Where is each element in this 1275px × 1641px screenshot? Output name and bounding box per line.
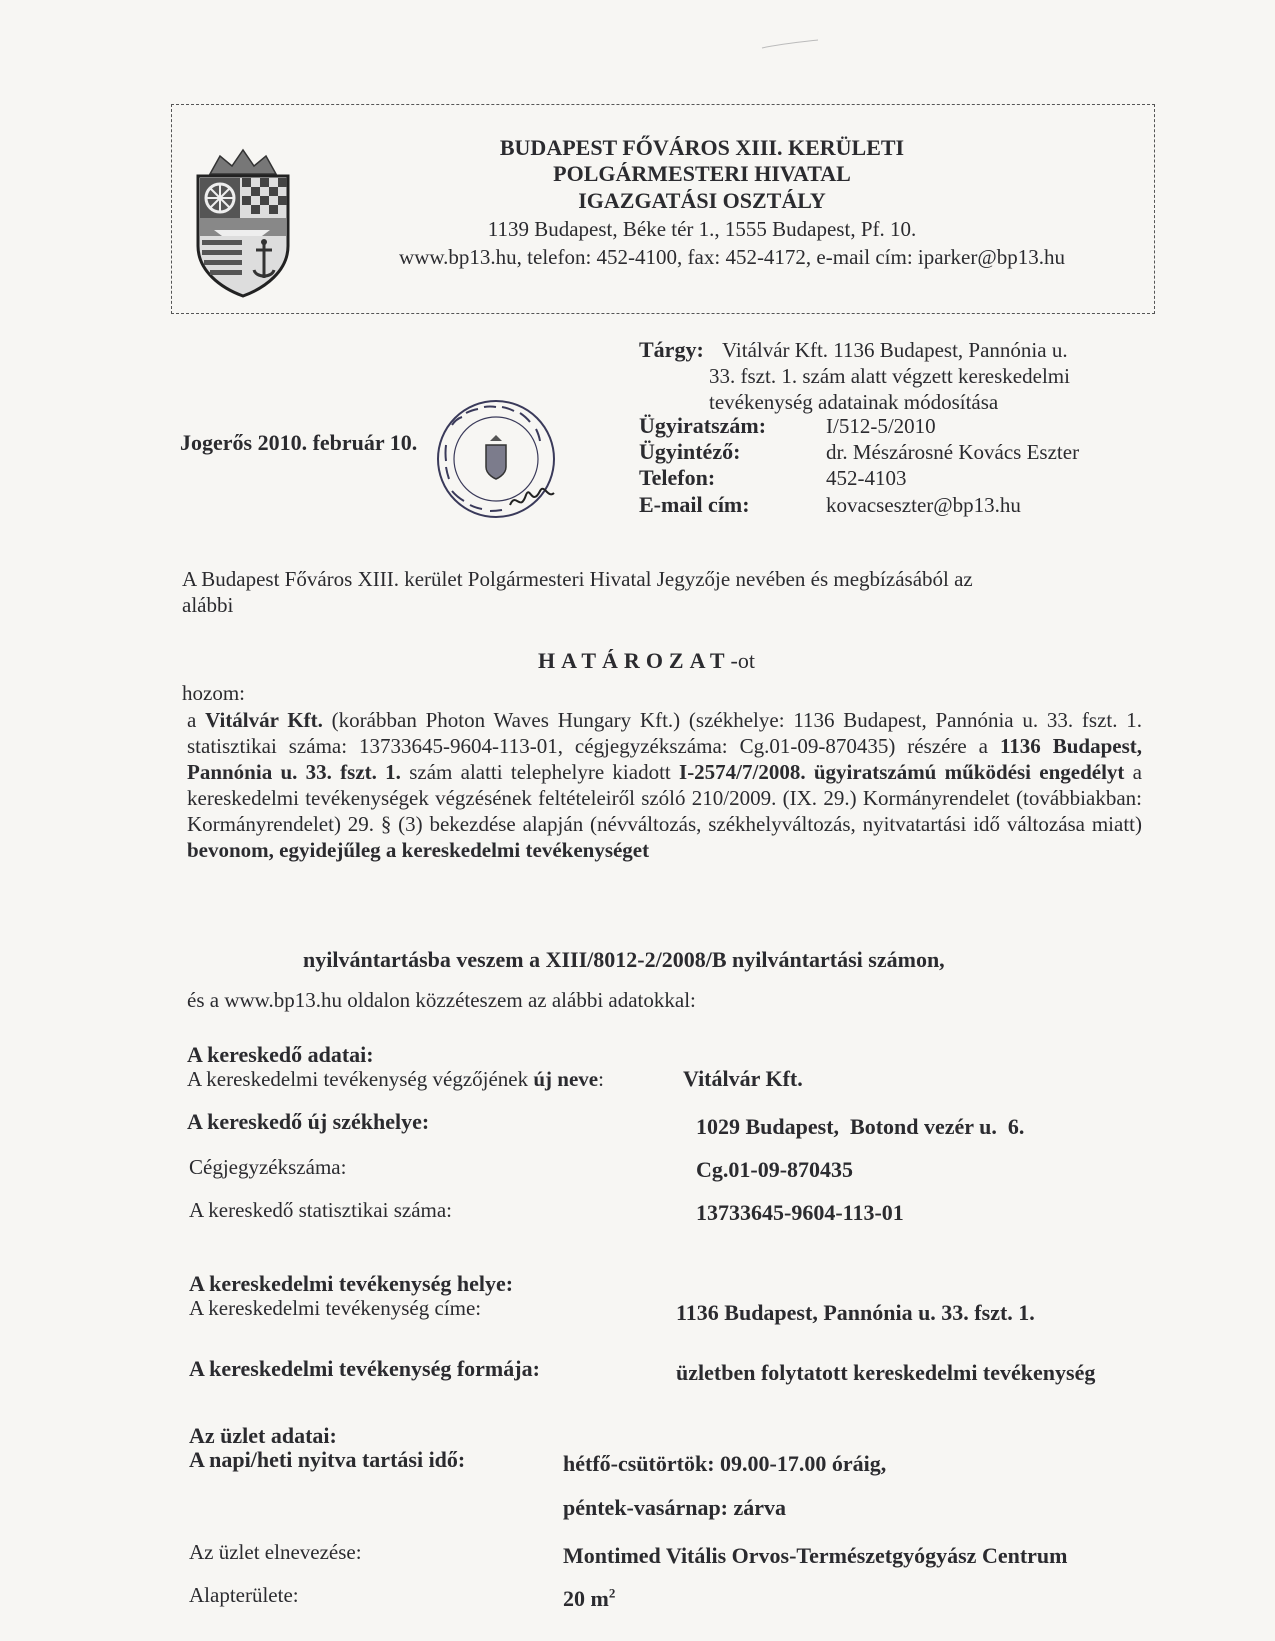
para-a: a	[187, 708, 206, 732]
trader-reg-label: Cégjegyzékszáma:	[189, 1155, 347, 1179]
publish-line: és a www.bp13.hu oldalon közzéteszem az alábbi adatokkal:	[187, 988, 696, 1012]
trader-seat: 1029 Budapest, Botond vezér u. 6.	[696, 1114, 1025, 1139]
trader-stat-label: A kereskedő statisztikai száma:	[189, 1198, 453, 1222]
shop-area-value: 20 m	[563, 1586, 609, 1611]
para-permit: I-2574/7/2008. ügyiratszámú működési engedélyt	[679, 760, 1125, 784]
officer-label: Ügyintéző:	[639, 439, 741, 464]
office-name-line3: IGAZGATÁSI OSZTÁLY	[578, 188, 826, 213]
para-site: 1136 Budapest, Pannónia u. 33. fszt. 1.	[187, 734, 1143, 784]
shop-hours-2: péntek-vasárnap: zárva	[563, 1495, 787, 1520]
para-1: (korábban Photon Waves Hungary Kft.) (székhelye: 1136 Budapest, Pannónia u. 33. fszt. 1. statisztikai száma: 13733645-9604-113-01, cégjegyzékszáma: Cg.01-09-870435) részére a	[187, 708, 1142, 758]
activity-form: üzletben folytatott kereskedelmi tevékenység	[676, 1360, 1096, 1385]
trader-new-name: Vitálvár Kft.	[683, 1066, 803, 1091]
shop-name-label: Az üzlet elnevezése:	[189, 1540, 362, 1564]
official-seal-icon	[432, 395, 562, 525]
para-3: a kereskedelmi tevékenységek végzésének feltételeiről szóló 210/2009. (IX. 29.) Kormányrendelet (továbbiakban: Kormányrendelet) 29. § (3) bekezdése alapján (névváltozás, székhelyváltozás, nyitvatartási idő változása miatt)	[187, 760, 1142, 836]
legal-force-date: Jogerős 2010. február 10.	[180, 430, 418, 455]
new-name-label-b: új neve	[533, 1067, 599, 1091]
shop-name: Montimed Vitális Orvos-Természetgyógyász Centrum	[563, 1543, 1068, 1568]
activity-address-label: A kereskedelmi tevékenység címe:	[189, 1296, 482, 1320]
case-number: I/512-5/2010	[826, 414, 936, 438]
para-2: szám alatti telephelyre kiadott	[400, 760, 680, 784]
scan-mark	[760, 38, 820, 52]
trader-heading: A kereskedő adatai:	[187, 1042, 374, 1067]
decision-title	[538, 648, 755, 674]
office-name-line2: POLGÁRMESTERI HIVATAL	[553, 161, 851, 186]
activity-form-label: A kereskedelmi tevékenység formája:	[189, 1356, 540, 1381]
shop-area-sup: 2	[608, 1585, 616, 1601]
hozom-text: hozom:	[182, 681, 245, 705]
decision-title-suffix: -ot	[730, 648, 755, 673]
case-number-label: Ügyiratszám:	[639, 413, 767, 438]
email-label: E-mail cím:	[639, 492, 750, 517]
decision-paragraph	[187, 707, 1142, 863]
letterhead-box	[171, 104, 1155, 314]
shop-area-label: Alapterülete:	[189, 1583, 299, 1607]
activity-place-heading: A kereskedelmi tevékenység helye:	[189, 1271, 514, 1296]
new-name-label-c: :	[598, 1067, 604, 1091]
trader-new-name-label	[187, 1066, 604, 1092]
shop-hours-1: hétfő-csütörtök: 09.00-17.00 óráig,	[563, 1451, 887, 1476]
subject-label: Tárgy:	[639, 337, 704, 362]
phone-number: 452-4103	[826, 466, 907, 490]
subject-line-1: Vitálvár Kft. 1136 Budapest, Pannónia u.	[722, 338, 1068, 362]
district-crest-icon	[190, 146, 296, 298]
new-name-label-a: A kereskedelmi tevékenység végzőjének	[187, 1067, 534, 1091]
email-address: kovacseszter@bp13.hu	[826, 493, 1021, 517]
register-line: nyilvántartásba veszem a XIII/8012-2/2008/B nyilvántartási számon,	[303, 947, 945, 972]
officer-name: dr. Mészárosné Kovács Eszter	[826, 440, 1080, 464]
office-address: 1139 Budapest, Béke tér 1., 1555 Budapest, Pf. 10.	[487, 217, 917, 241]
intro-line-1: A Budapest Főváros XIII. kerület Polgármesteri Hivatal Jegyzője nevében és megbízásából az	[182, 567, 973, 591]
activity-address: 1136 Budapest, Pannónia u. 33. fszt. 1.	[676, 1300, 1035, 1325]
subject-line-3: tevékenység adatainak módosítása	[709, 390, 999, 414]
shop-heading: Az üzlet adatai:	[189, 1423, 337, 1448]
decision-title-word: HATÁROZAT	[538, 648, 731, 673]
intro-line-2: alábbi	[182, 593, 234, 617]
shop-area	[563, 1586, 615, 1612]
trader-seat-label: A kereskedő új székhelye:	[187, 1109, 430, 1134]
phone-label: Telefon:	[639, 465, 716, 490]
office-contact: www.bp13.hu, telefon: 452-4100, fax: 452-4172, e-mail cím: iparker@bp13.hu	[399, 245, 1065, 269]
para-company: Vitálvár Kft.	[205, 708, 323, 732]
trader-stat: 13733645-9604-113-01	[696, 1200, 904, 1225]
office-name-line1: BUDAPEST FŐVÁROS XIII. KERÜLETI	[499, 135, 905, 160]
subject-line-2: 33. fszt. 1. szám alatt végzett kereskedelmi	[709, 364, 1070, 388]
para-revoke: bevonom, egyidejűleg a kereskedelmi tevékenységet	[187, 838, 650, 862]
shop-hours-label: A napi/heti nyitva tartási idő:	[189, 1447, 466, 1472]
trader-reg: Cg.01-09-870435	[696, 1157, 854, 1182]
